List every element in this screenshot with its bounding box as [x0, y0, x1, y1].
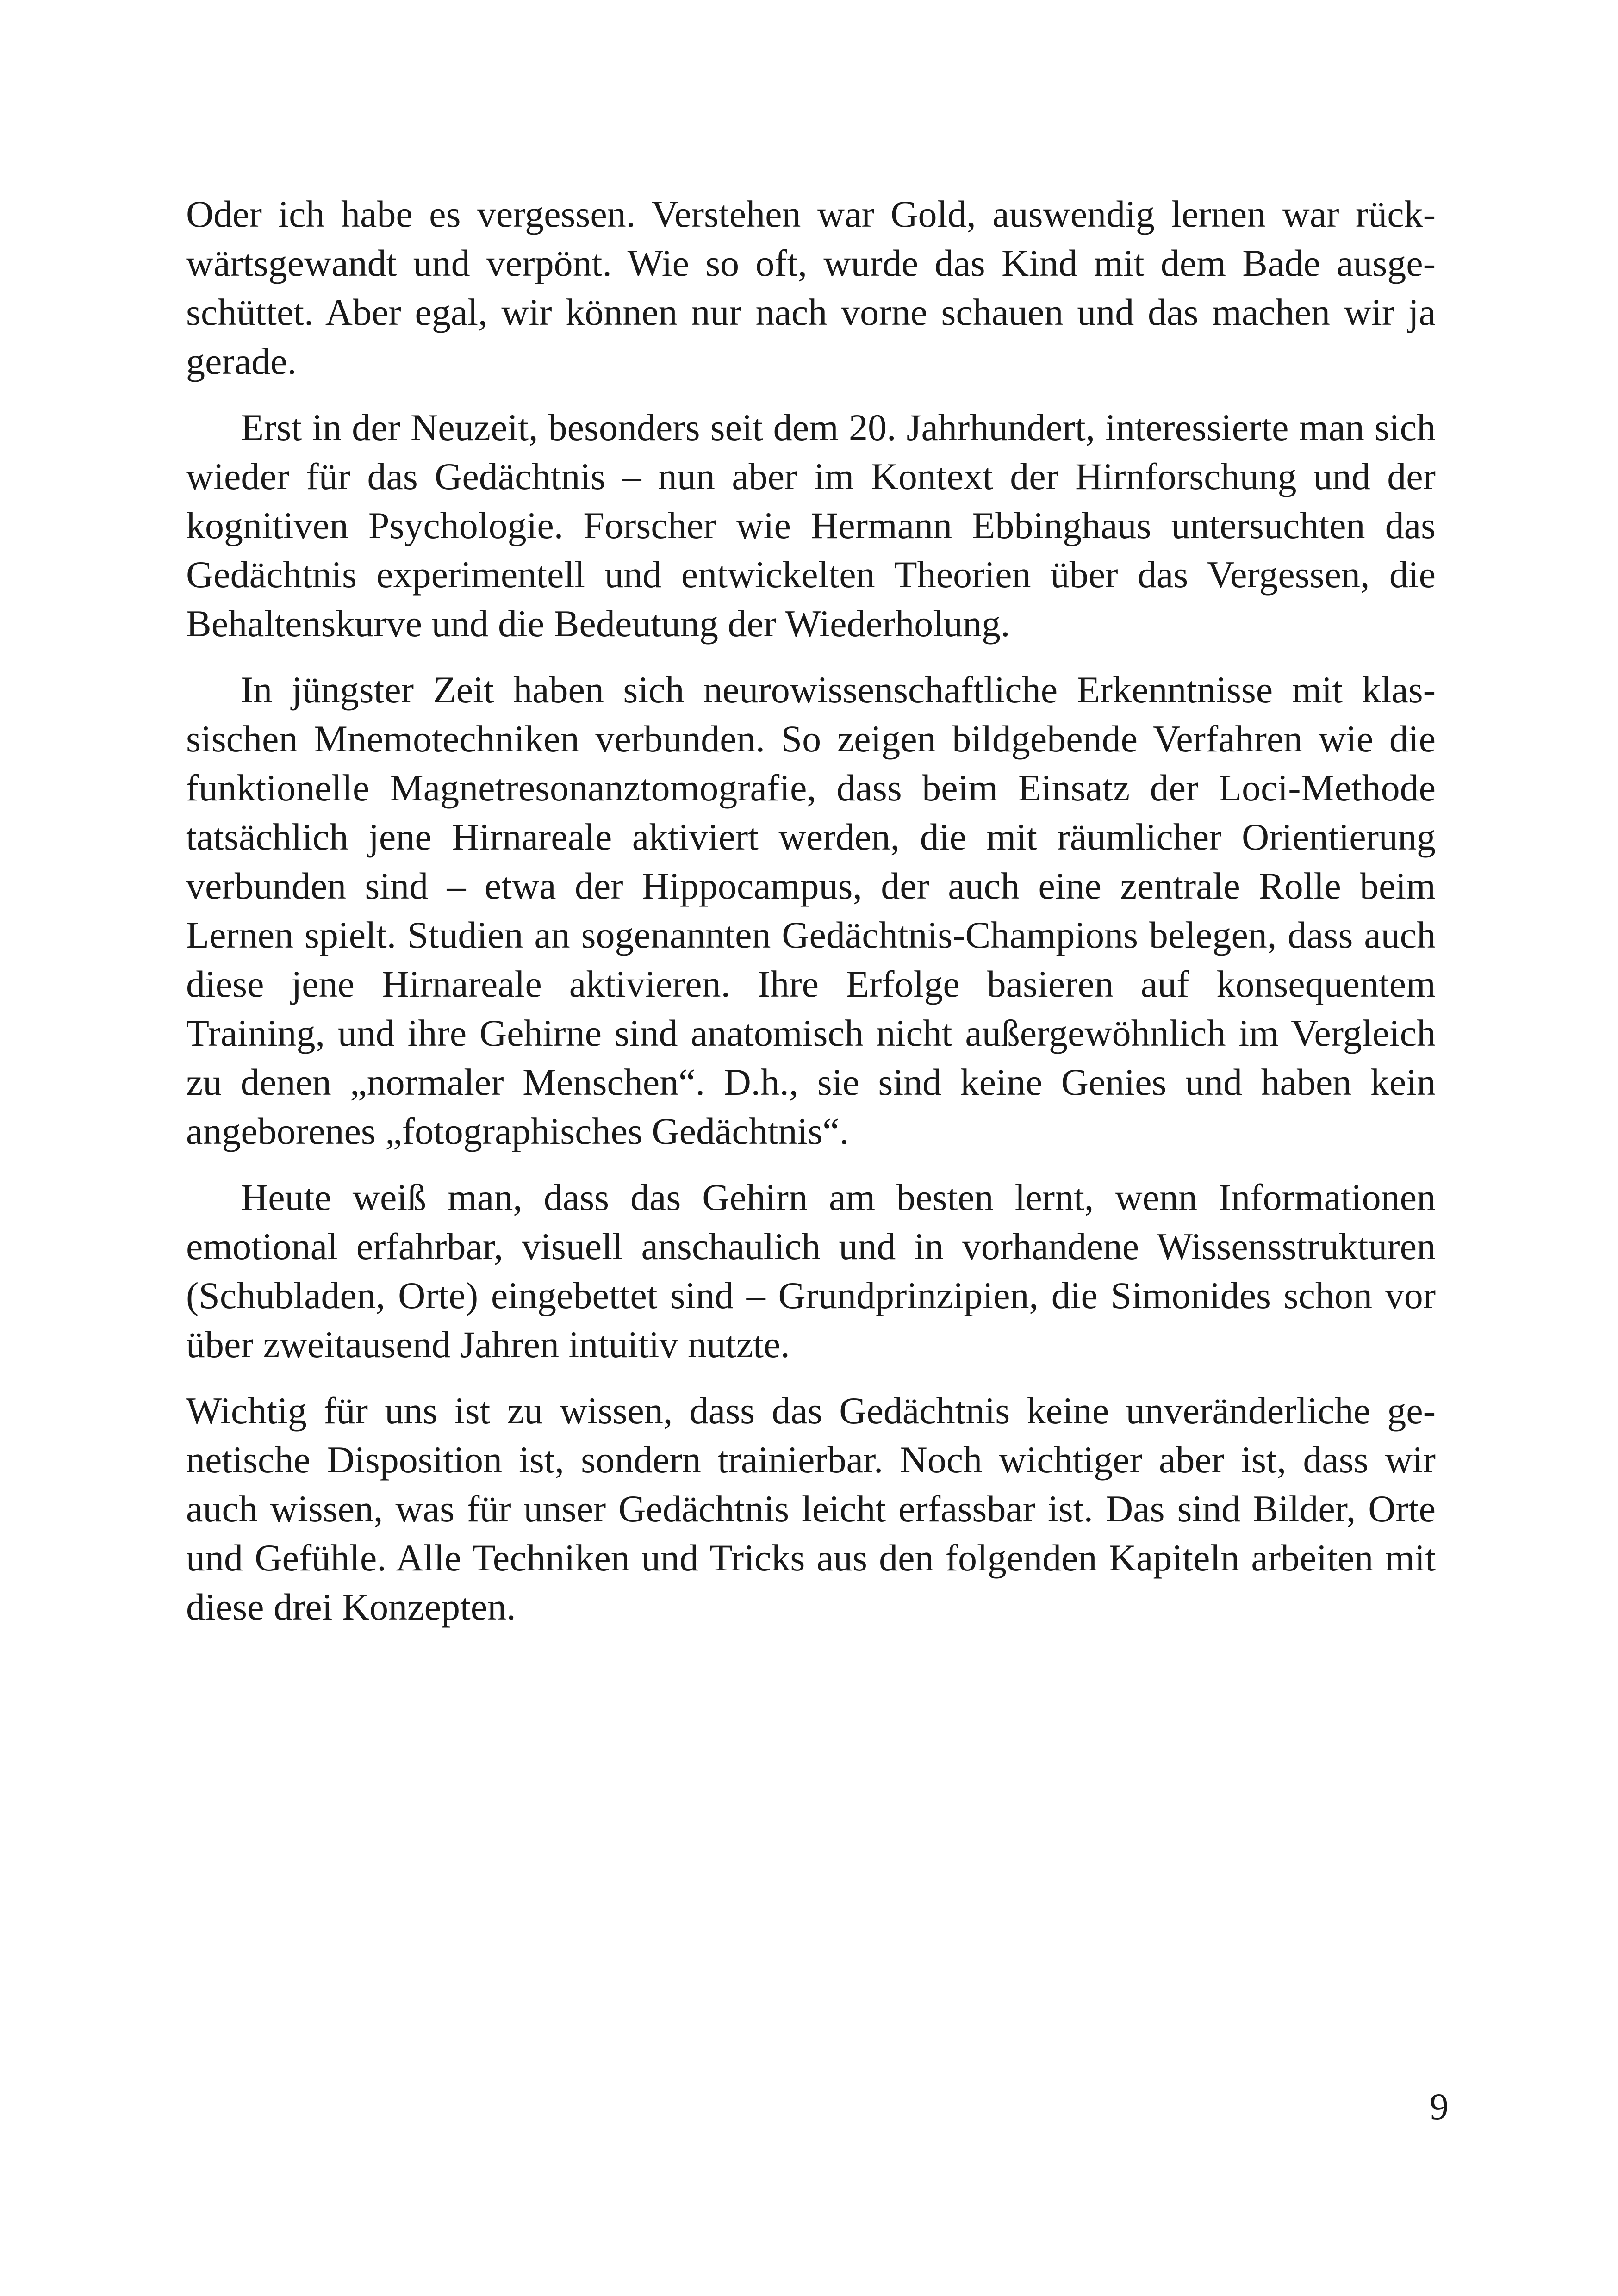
paragraph-2: Erst in der Neuzeit, besonders seit dem 20. Jahrhundert, interessierte man sich wieder für das Gedächtnis – nun aber im Kontext der Hirnforschung und der kognitiven Psychologie. Forscher wie Hermann Ebbinghaus untersuchten das Gedächtnis experimentell und entwickelten Theorien über das Vergessen, die Behaltenskurve und die Bedeutung der Wiederholung. [186, 406, 1436, 645]
paragraph-1: Oder ich habe es vergessen. Verstehen war Gold, auswendig lernen war rückwärtsgewandt und verpönt. Wie so oft, wurde das Kind mit dem Bade ausgeschüttet. Aber egal, wir können nur nach vorne schauen und das machen wir ja gerade. [186, 193, 1436, 382]
paragraph-4: Heute weiß man, dass das Gehirn am besten lernt, wenn Informationen emotional erfahrbar, visuell anschaulich und in vorhandene Wissensstrukturen (Schubladen, Orte) eingebettet sind – Grundprinzipien, die Simonides schon vor über zweitausend Jahren intuitiv nutzte. [186, 1176, 1436, 1365]
paragraph-3: In jüngster Zeit haben sich neurowissenschaftliche Erkenntnisse mit klassischen Mnemotechniken verbunden. So zeigen bildgebende Verfahren wie die funktionelle Magnetresonanztomografie, dass beim Einsatz der Loci-Methode tatsächlich jene Hirnareale aktiviert werden, die mit räumlicher Orientierung verbunden sind – etwa der Hippocampus, der auch eine zentrale Rolle beim Lernen spielt. Studien an sogenannten Gedächtnis-Champions belegen, dass auch diese jene Hirnareale aktivieren. Ihre Erfolge basieren auf konsequentem Training, und ihre Gehirne sind anatomisch nicht außergewöhnlich im Vergleich zu denen „normaler Menschen“. D.h., sie sind keine Genies und haben kein angeborenes „fotographisches Gedächtnis“. [186, 669, 1436, 1152]
paragraph-5: Wichtig für uns ist zu wissen, dass das Gedächtnis keine unveränderliche genetische Disposition ist, sondern trainierbar. Noch wichtiger aber ist, dass wir auch wissen, was für unser Gedächtnis leicht erfassbar ist. Das sind Bilder, Orte und Gefühle. Alle Techniken und Tricks aus den folgenden Kapiteln arbeiten mit diese drei Konzepten. [186, 1390, 1436, 1628]
page-number: 9 [1430, 2085, 1449, 2128]
body-text [186, 190, 1436, 1649]
